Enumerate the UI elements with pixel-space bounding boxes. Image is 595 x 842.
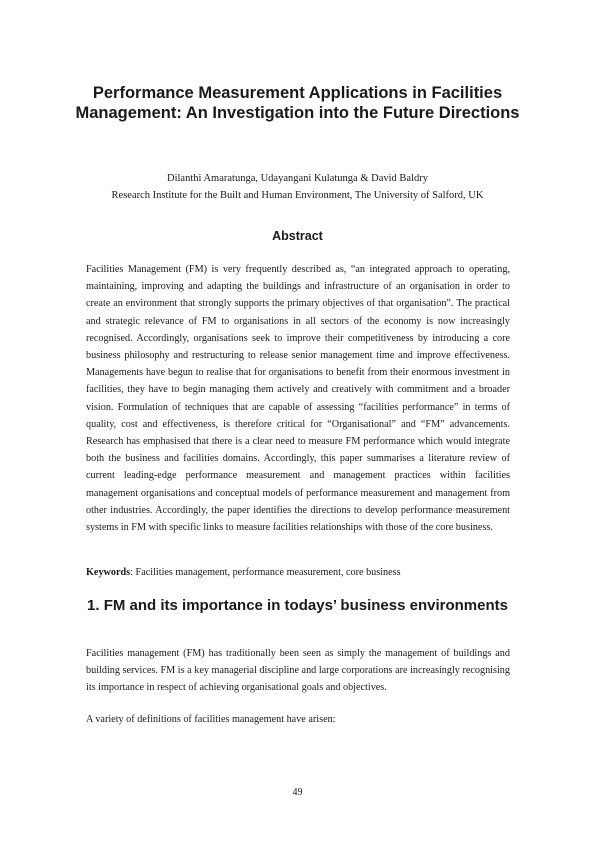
abstract-text: Facilities Management (FM) is very frequently described as, “an integrated approach to operating, maintaining, improving and adapting the buildings and infrastructure of an organisation in order to create an environment that strongly supports the primary objectives of that organisation”. The practical and strategic relevance of FM to organisations in all sectors of the economy is now increasingly recognised. Accordingly, organisations seek to improve their competitiveness by introducing a core business philosophy and restructuring to release senior management time and improve effectiveness. Managements have begun to realise that for organisations to benefit from their enormous investment in facilities, they have to begin managing them actively and creatively with commitment and a broader vision. Formulation of techniques that are capable of assessing “facilities performance” in terms of quality, cost and effectiveness, is therefore critical for “Organisational” and “FM” advancements. Research has emphasised that there is a clear need to measure FM performance which would integrate both the business and facilities domains. Accordingly, this paper summarises a literature review of current leading-edge performance measurement and management practices within facilities management organisations and conceptual models of performance measurement and management from other industries. Accordingly, the paper identifies the directions to develop performance measurement systems in FM with specific links to measure facilities relationships with those of the core business.: [86, 264, 510, 534]
page-number: 49: [292, 787, 303, 798]
author-affiliation: Research Institute for the Built and Human Environment, The University of Salford, UK: [111, 190, 484, 201]
author-block: [40, 170, 555, 204]
keywords-label: Keywords: [86, 567, 131, 578]
author-names: Dilanthi Amaratunga, Udayangani Kulatunga & David Baldry: [167, 173, 428, 184]
paper-title: Performance Measurement Applications in Facilities Management: An Investigation into the Future Directions: [75, 84, 520, 122]
abstract-heading: Abstract: [272, 229, 323, 243]
section-1-paragraph: A variety of definitions of facilities management have arisen:: [86, 714, 336, 725]
section-1-paragraph: Facilities management (FM) has traditionally been seen as simply the management of buildings and building services. FM is a key managerial discipline and large corporations are increasingly recognising its importance in respect of achieving organisational goals and objectives.: [86, 648, 510, 694]
section-1-heading: 1. FM and its importance in todays’ business environments: [87, 597, 508, 614]
keywords-line: [86, 564, 510, 581]
keywords-text: : Facilities management, performance measurement, core business: [130, 567, 401, 578]
